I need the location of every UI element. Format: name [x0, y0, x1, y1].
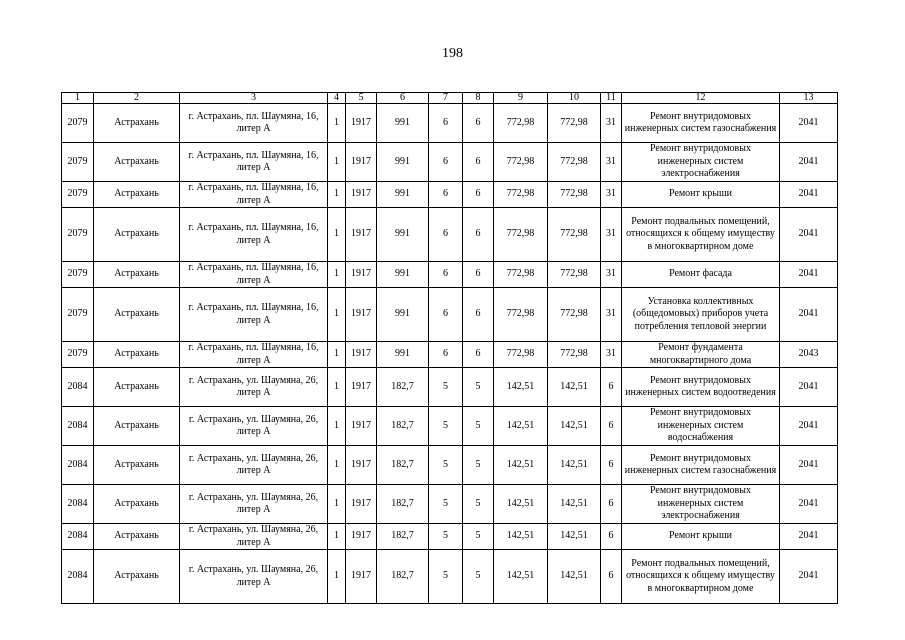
year-cell: 1917	[346, 407, 377, 446]
col9-cell: 772,98	[494, 208, 548, 262]
col11-cell: 31	[601, 208, 622, 262]
col9-cell: 772,98	[494, 342, 548, 368]
col9-cell: 772,98	[494, 143, 548, 182]
address-cell: г. Астрахань, ул. Шаумяна, 26, литер А	[180, 524, 328, 550]
year-cell: 1917	[346, 208, 377, 262]
col11-cell: 6	[601, 446, 622, 485]
area-cell: 182,7	[377, 446, 429, 485]
column-number-9: 9	[494, 93, 548, 104]
city-cell: Астрахань	[94, 104, 180, 143]
address-cell: г. Астрахань, пл. Шаумяна, 16, литер А	[180, 288, 328, 342]
column-number-1: 1	[62, 93, 94, 104]
city-cell: Астрахань	[94, 262, 180, 288]
table-row	[62, 550, 838, 604]
col8-cell: 6	[463, 288, 494, 342]
col7-cell: 6	[429, 104, 463, 143]
page-number: 198	[442, 46, 463, 61]
col4-cell: 1	[328, 368, 346, 407]
period-cell: 2041	[780, 104, 838, 143]
col7-cell: 5	[429, 485, 463, 524]
table-row	[62, 407, 838, 446]
col8-cell: 6	[463, 104, 494, 143]
col4-cell: 1	[328, 208, 346, 262]
work-type-cell: Ремонт внутридомовых инженерных систем водоснабжения	[622, 407, 780, 446]
col4-cell: 1	[328, 288, 346, 342]
address-cell: г. Астрахань, ул. Шаумяна, 26, литер А	[180, 485, 328, 524]
object-id-cell: 2079	[62, 143, 94, 182]
area-cell: 991	[377, 104, 429, 143]
work-type-cell: Ремонт внутридомовых инженерных систем водоотведения	[622, 368, 780, 407]
col4-cell: 1	[328, 524, 346, 550]
col7-cell: 6	[429, 143, 463, 182]
period-cell: 2041	[780, 524, 838, 550]
city-cell: Астрахань	[94, 368, 180, 407]
col8-cell: 5	[463, 550, 494, 604]
address-cell: г. Астрахань, ул. Шаумяна, 26, литер А	[180, 550, 328, 604]
work-type-cell: Ремонт фасада	[622, 262, 780, 288]
area-cell: 991	[377, 182, 429, 208]
address-cell: г. Астрахань, пл. Шаумяна, 16, литер А	[180, 262, 328, 288]
table-row	[62, 182, 838, 208]
col11-cell: 6	[601, 485, 622, 524]
address-cell: г. Астрахань, пл. Шаумяна, 16, литер А	[180, 104, 328, 143]
col11-cell: 31	[601, 182, 622, 208]
col8-cell: 5	[463, 446, 494, 485]
column-number-8: 8	[463, 93, 494, 104]
work-type-cell: Установка коллективных (общедомовых) приборов учета потребления тепловой энергии	[622, 288, 780, 342]
col9-cell: 772,98	[494, 104, 548, 143]
year-cell: 1917	[346, 524, 377, 550]
column-number-6: 6	[377, 93, 429, 104]
object-id-cell: 2084	[62, 407, 94, 446]
city-cell: Астрахань	[94, 342, 180, 368]
area-cell: 182,7	[377, 368, 429, 407]
column-number-7: 7	[429, 93, 463, 104]
object-id-cell: 2084	[62, 485, 94, 524]
col10-cell: 772,98	[548, 208, 601, 262]
col10-cell: 772,98	[548, 288, 601, 342]
period-cell: 2041	[780, 485, 838, 524]
city-cell: Астрахань	[94, 143, 180, 182]
col8-cell: 5	[463, 368, 494, 407]
object-id-cell: 2084	[62, 446, 94, 485]
work-type-cell: Ремонт подвальных помещений, относящихся к общему имуществу в многоквартирном доме	[622, 550, 780, 604]
object-id-cell: 2079	[62, 182, 94, 208]
col4-cell: 1	[328, 550, 346, 604]
area-cell: 182,7	[377, 550, 429, 604]
city-cell: Астрахань	[94, 208, 180, 262]
col9-cell: 772,98	[494, 262, 548, 288]
col8-cell: 5	[463, 524, 494, 550]
address-cell: г. Астрахань, пл. Шаумяна, 16, литер А	[180, 143, 328, 182]
area-cell: 182,7	[377, 485, 429, 524]
col11-cell: 31	[601, 342, 622, 368]
table-row	[62, 104, 838, 143]
column-number-4: 4	[328, 93, 346, 104]
table-row	[62, 524, 838, 550]
col4-cell: 1	[328, 182, 346, 208]
object-id-cell: 2079	[62, 342, 94, 368]
year-cell: 1917	[346, 368, 377, 407]
col7-cell: 6	[429, 182, 463, 208]
col4-cell: 1	[328, 342, 346, 368]
col9-cell: 142,51	[494, 368, 548, 407]
col11-cell: 31	[601, 104, 622, 143]
period-cell: 2041	[780, 446, 838, 485]
col8-cell: 6	[463, 342, 494, 368]
year-cell: 1917	[346, 342, 377, 368]
period-cell: 2041	[780, 208, 838, 262]
col9-cell: 142,51	[494, 407, 548, 446]
column-number-2: 2	[94, 93, 180, 104]
city-cell: Астрахань	[94, 446, 180, 485]
table-row	[62, 342, 838, 368]
area-cell: 991	[377, 143, 429, 182]
year-cell: 1917	[346, 143, 377, 182]
work-type-cell: Ремонт внутридомовых инженерных систем электроснабжения	[622, 485, 780, 524]
col7-cell: 6	[429, 262, 463, 288]
work-type-cell: Ремонт внутридомовых инженерных систем газоснабжения	[622, 446, 780, 485]
work-type-cell: Ремонт крыши	[622, 182, 780, 208]
address-cell: г. Астрахань, пл. Шаумяна, 16, литер А	[180, 182, 328, 208]
year-cell: 1917	[346, 446, 377, 485]
registry-table	[61, 92, 838, 604]
city-cell: Астрахань	[94, 407, 180, 446]
object-id-cell: 2084	[62, 550, 94, 604]
col10-cell: 142,51	[548, 368, 601, 407]
col9-cell: 142,51	[494, 524, 548, 550]
year-cell: 1917	[346, 182, 377, 208]
address-cell: г. Астрахань, ул. Шаумяна, 26, литер А	[180, 407, 328, 446]
col4-cell: 1	[328, 104, 346, 143]
col11-cell: 6	[601, 407, 622, 446]
object-id-cell: 2079	[62, 288, 94, 342]
area-cell: 991	[377, 342, 429, 368]
area-cell: 182,7	[377, 407, 429, 446]
work-type-cell: Ремонт подвальных помещений, относящихся к общему имуществу в многоквартирном доме	[622, 208, 780, 262]
col10-cell: 142,51	[548, 524, 601, 550]
table-row	[62, 262, 838, 288]
table-header-row	[62, 93, 838, 104]
address-cell: г. Астрахань, пл. Шаумяна, 16, литер А	[180, 208, 328, 262]
address-cell: г. Астрахань, ул. Шаумяна, 26, литер А	[180, 446, 328, 485]
col10-cell: 142,51	[548, 407, 601, 446]
col9-cell: 142,51	[494, 485, 548, 524]
col7-cell: 6	[429, 208, 463, 262]
table-row	[62, 288, 838, 342]
year-cell: 1917	[346, 550, 377, 604]
address-cell: г. Астрахань, пл. Шаумяна, 16, литер А	[180, 342, 328, 368]
col4-cell: 1	[328, 143, 346, 182]
col8-cell: 5	[463, 485, 494, 524]
column-number-10: 10	[548, 93, 601, 104]
col8-cell: 5	[463, 407, 494, 446]
col10-cell: 772,98	[548, 342, 601, 368]
city-cell: Астрахань	[94, 288, 180, 342]
col9-cell: 142,51	[494, 446, 548, 485]
col8-cell: 6	[463, 182, 494, 208]
col10-cell: 772,98	[548, 262, 601, 288]
period-cell: 2041	[780, 368, 838, 407]
col11-cell: 6	[601, 524, 622, 550]
period-cell: 2041	[780, 550, 838, 604]
col8-cell: 6	[463, 143, 494, 182]
table-row	[62, 485, 838, 524]
col4-cell: 1	[328, 446, 346, 485]
work-type-cell: Ремонт внутридомовых инженерных систем электроснабжения	[622, 143, 780, 182]
col7-cell: 6	[429, 342, 463, 368]
year-cell: 1917	[346, 485, 377, 524]
object-id-cell: 2084	[62, 524, 94, 550]
work-type-cell: Ремонт внутридомовых инженерных систем газоснабжения	[622, 104, 780, 143]
table-row	[62, 446, 838, 485]
col4-cell: 1	[328, 262, 346, 288]
column-number-3: 3	[180, 93, 328, 104]
table-row	[62, 208, 838, 262]
col11-cell: 6	[601, 368, 622, 407]
col11-cell: 6	[601, 550, 622, 604]
col8-cell: 6	[463, 262, 494, 288]
area-cell: 182,7	[377, 524, 429, 550]
col7-cell: 5	[429, 407, 463, 446]
city-cell: Астрахань	[94, 485, 180, 524]
city-cell: Астрахань	[94, 182, 180, 208]
area-cell: 991	[377, 288, 429, 342]
period-cell: 2041	[780, 182, 838, 208]
area-cell: 991	[377, 262, 429, 288]
col8-cell: 6	[463, 208, 494, 262]
col10-cell: 772,98	[548, 104, 601, 143]
col7-cell: 5	[429, 368, 463, 407]
work-type-cell: Ремонт фундамента многоквартирного дома	[622, 342, 780, 368]
period-cell: 2041	[780, 407, 838, 446]
year-cell: 1917	[346, 262, 377, 288]
col11-cell: 31	[601, 143, 622, 182]
col10-cell: 142,51	[548, 446, 601, 485]
object-id-cell: 2079	[62, 262, 94, 288]
column-number-13: 13	[780, 93, 838, 104]
col7-cell: 6	[429, 288, 463, 342]
col7-cell: 5	[429, 446, 463, 485]
col10-cell: 772,98	[548, 143, 601, 182]
col10-cell: 772,98	[548, 182, 601, 208]
object-id-cell: 2084	[62, 368, 94, 407]
period-cell: 2041	[780, 143, 838, 182]
object-id-cell: 2079	[62, 104, 94, 143]
column-number-11: 11	[601, 93, 622, 104]
object-id-cell: 2079	[62, 208, 94, 262]
col4-cell: 1	[328, 407, 346, 446]
col7-cell: 5	[429, 550, 463, 604]
table-row	[62, 143, 838, 182]
col10-cell: 142,51	[548, 550, 601, 604]
column-number-12: 12	[622, 93, 780, 104]
col9-cell: 772,98	[494, 288, 548, 342]
col9-cell: 142,51	[494, 550, 548, 604]
col7-cell: 5	[429, 524, 463, 550]
col9-cell: 772,98	[494, 182, 548, 208]
year-cell: 1917	[346, 288, 377, 342]
table-row	[62, 368, 838, 407]
area-cell: 991	[377, 208, 429, 262]
year-cell: 1917	[346, 104, 377, 143]
period-cell: 2041	[780, 262, 838, 288]
address-cell: г. Астрахань, ул. Шаумяна, 26, литер А	[180, 368, 328, 407]
period-cell: 2041	[780, 288, 838, 342]
city-cell: Астрахань	[94, 550, 180, 604]
col11-cell: 31	[601, 288, 622, 342]
work-type-cell: Ремонт крыши	[622, 524, 780, 550]
col11-cell: 31	[601, 262, 622, 288]
period-cell: 2043	[780, 342, 838, 368]
col4-cell: 1	[328, 485, 346, 524]
column-number-5: 5	[346, 93, 377, 104]
city-cell: Астрахань	[94, 524, 180, 550]
col10-cell: 142,51	[548, 485, 601, 524]
